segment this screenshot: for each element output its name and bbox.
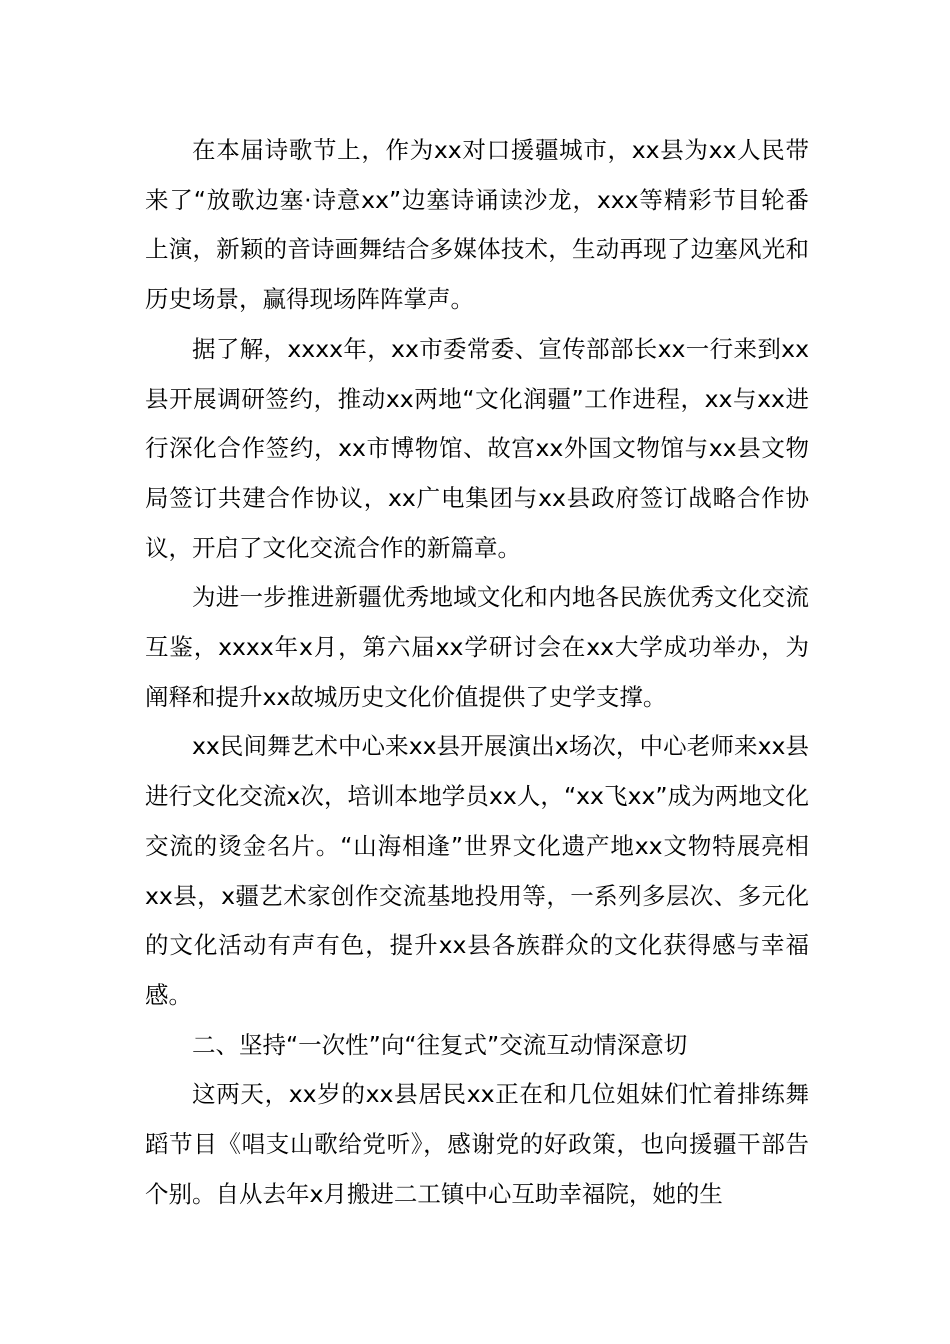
paragraph-symposium: 为进一步推进新疆优秀地域文化和内地各民族优秀文化交流互鉴，xxxx年x月，第六届xx学研讨会在xx大学成功举办，为阐释和提升xx故城历史文化价值提供了史学支撑。 [145,583,809,711]
paragraph-cultural-activities: xx民间舞艺术中心来xx县开展演出x场次，中心老师来xx县进行文化交流x次，培训本地学员xx人，“xx飞xx”成为两地文化交流的烫金名片。“山海相逢”世界文化遗产地xx文物特展亮相xx县，x疆艺术家创作交流基地投用等，一系列多层次、多元化的文化活动有声有色，提升xx县各族群众的文化获得感与幸福感。 [145,732,809,1009]
paragraph-poetry-festival: 在本届诗歌节上，作为xx对口援疆城市，xx县为xx人民带来了“放歌边塞·诗意xx”边塞诗诵读沙龙，xxx等精彩节目轮番上演，新颖的音诗画舞结合多媒体技术，生动再现了边塞风光和历史场景，赢得现场阵阵掌声。 [145,136,809,314]
section-heading: 二、坚持“一次性”向“往复式”交流互动情深意切 [192,1030,688,1059]
paragraph-resident-story: 这两天，xx岁的xx县居民xx正在和几位姐妹们忙着排练舞蹈节目《唱支山歌给党听》，感谢党的好政策，也向援疆干部告个别。自从去年x月搬进二工镇中心互助幸福院，她的生 [145,1080,809,1208]
document-body [145,126,809,1219]
paragraph-cooperation-signing: 据了解，xxxx年，xx市委常委、宣传部部长xx一行来到xx县开展调研签约，推动xx两地“文化润疆”工作进程，xx与xx进行深化合作签约，xx市博物馆、故宫xx外国文物馆与xx县文物局签订共建合作协议，xx广电集团与xx县政府签订战略合作协议，开启了文化交流合作的新篇章。 [145,334,809,562]
